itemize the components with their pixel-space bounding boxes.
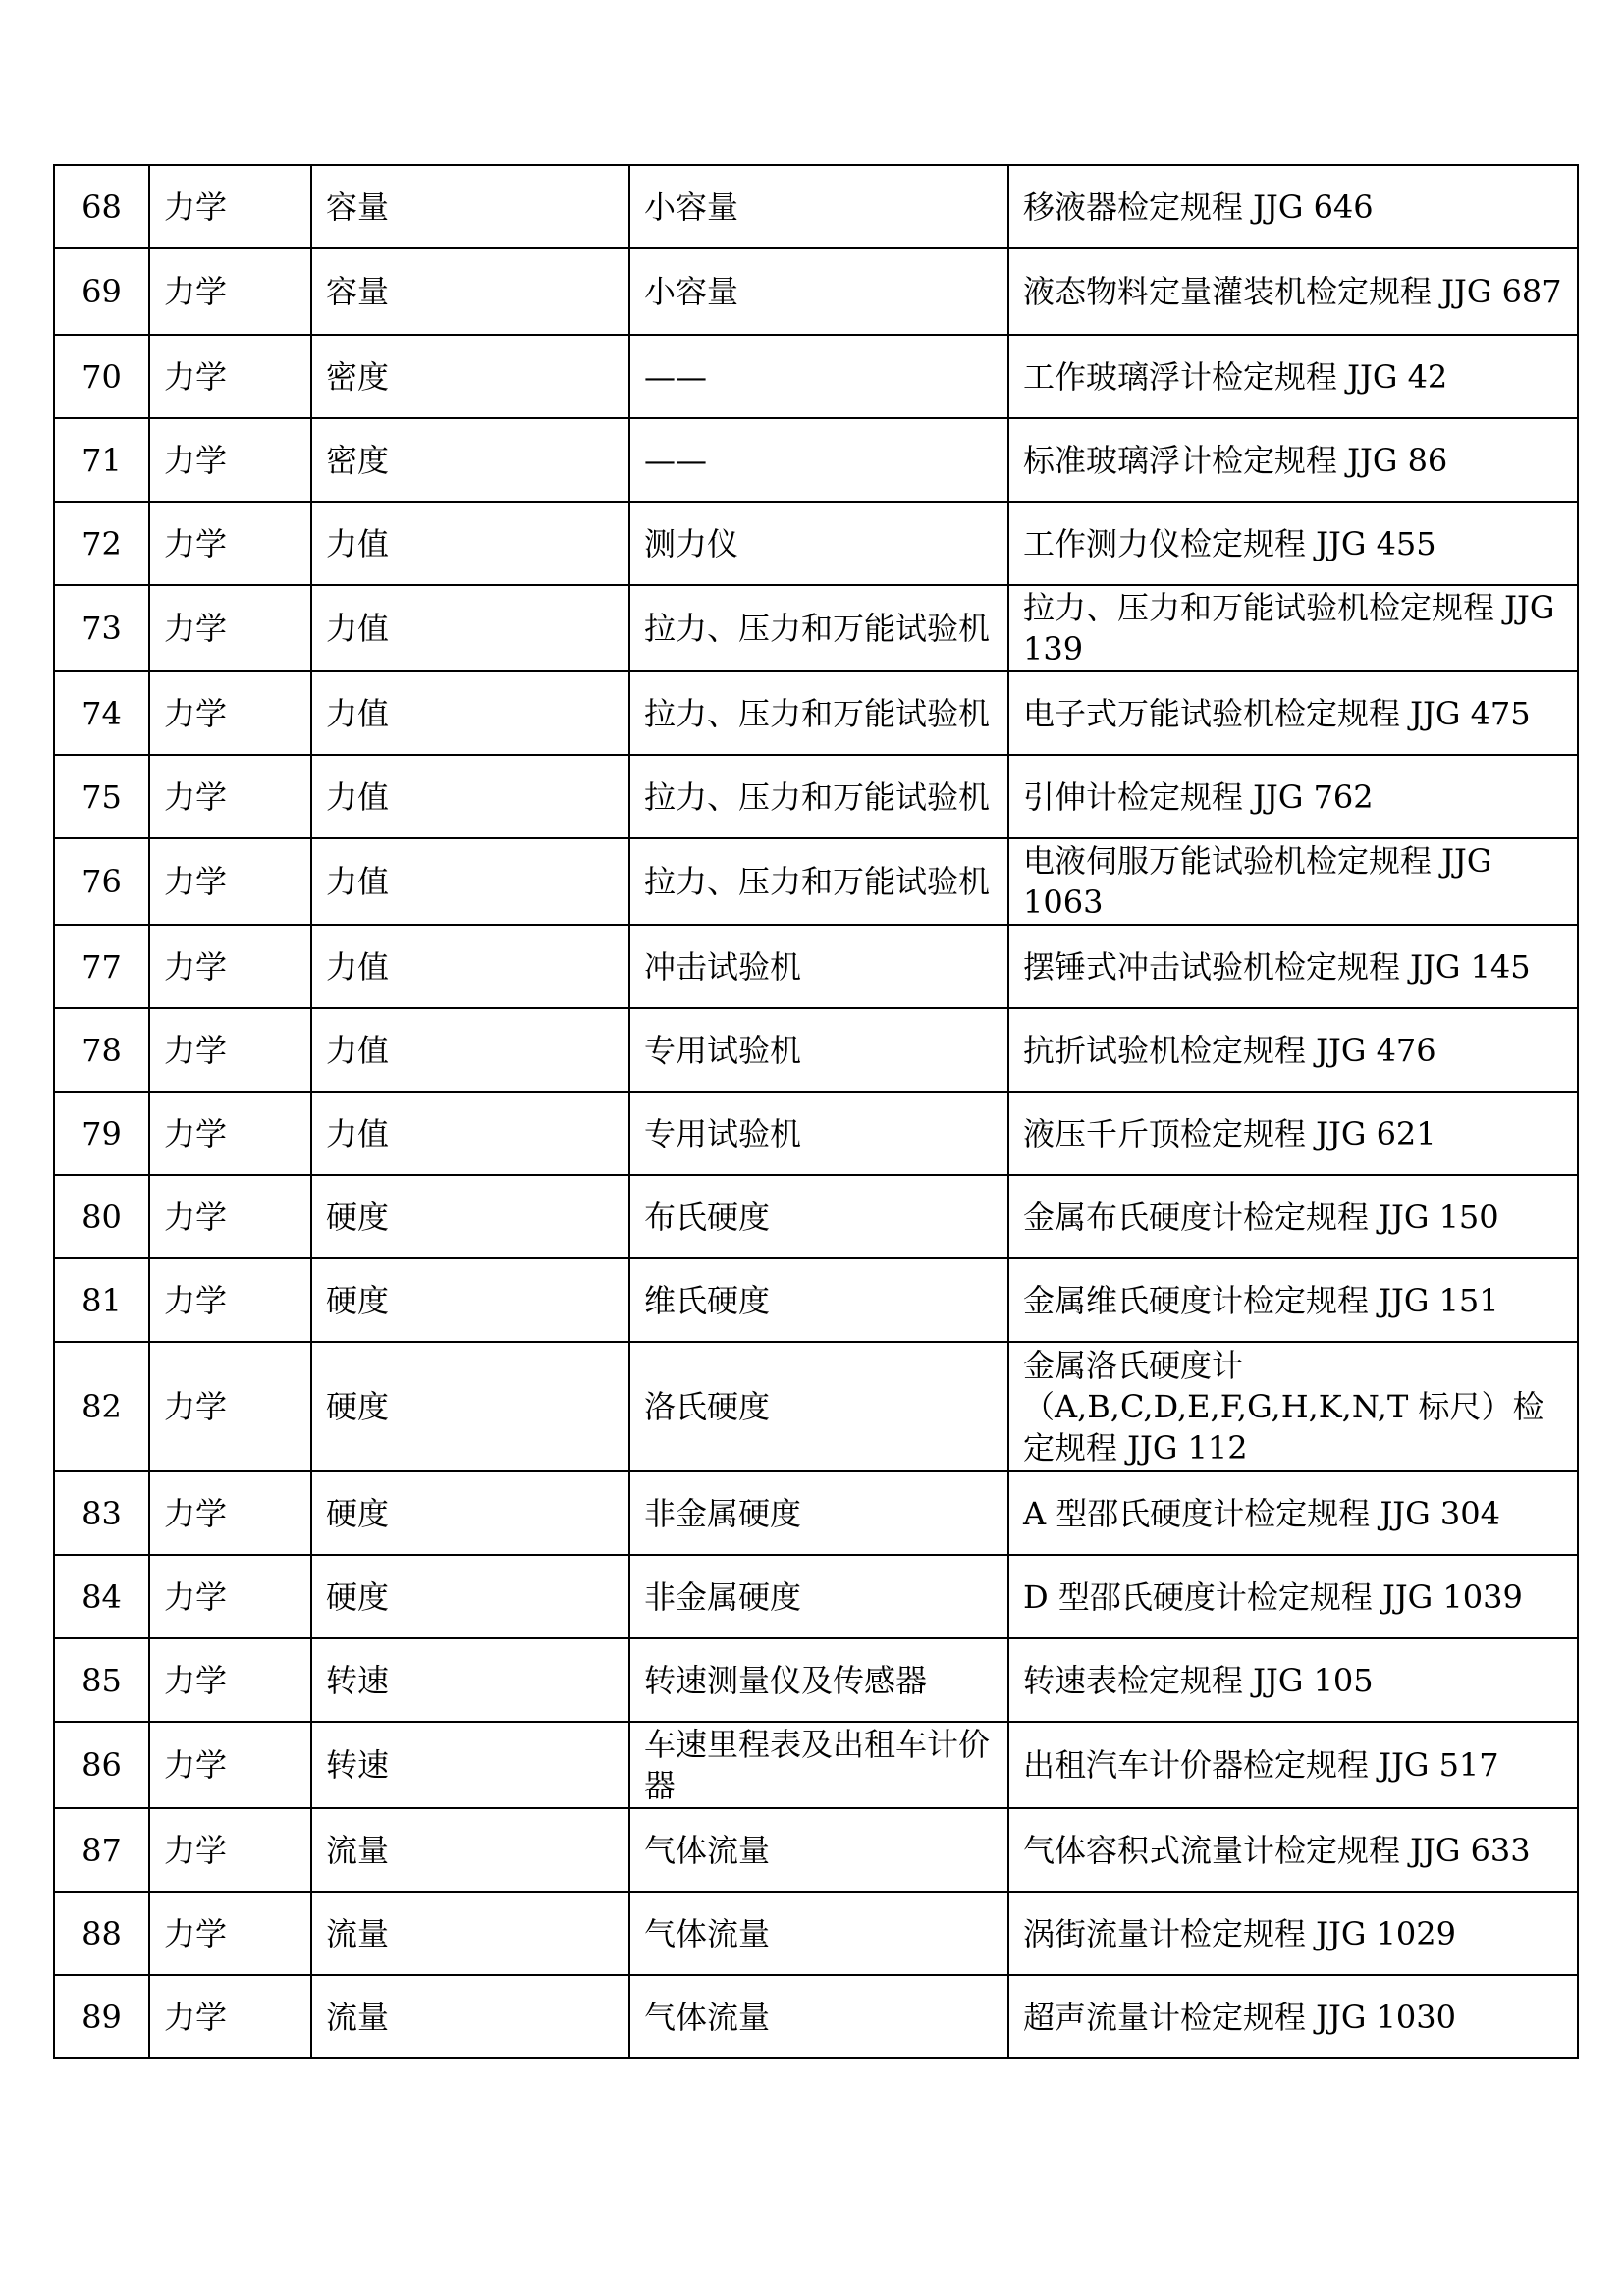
field-cell: 力学 [149,1638,311,1722]
table-row [54,1722,1578,1808]
row-number: 74 [54,671,149,755]
standard-cell: 电子式万能试验机检定规程 JJG 475 [1008,671,1578,755]
row-number: 71 [54,418,149,502]
standard-cell: 金属洛氏硬度计（A,B,C,D,E,F,G,H,K,N,T 标尺）检定规程 JJG 112 [1008,1342,1578,1471]
standard-cell: 金属维氏硬度计检定规程 JJG 151 [1008,1258,1578,1342]
category-cell: 转速 [311,1722,629,1808]
field-cell: 力学 [149,1722,311,1808]
category-cell: 力值 [311,838,629,925]
table-row [54,671,1578,755]
standard-cell: 气体容积式流量计检定规程 JJG 633 [1008,1808,1578,1892]
table-row [54,1975,1578,2058]
field-cell: 力学 [149,1892,311,1975]
standard-cell: 超声流量计检定规程 JJG 1030 [1008,1975,1578,2058]
standard-cell: 工作玻璃浮计检定规程 JJG 42 [1008,335,1578,418]
table-row [54,1471,1578,1555]
table-row [54,1258,1578,1342]
standards-table-body [54,165,1578,2058]
field-cell: 力学 [149,925,311,1008]
field-cell: 力学 [149,671,311,755]
table-row [54,1808,1578,1892]
standard-cell: 抗折试验机检定规程 JJG 476 [1008,1008,1578,1092]
field-cell: 力学 [149,502,311,585]
standards-table [53,164,1579,2059]
category-cell: 流量 [311,1975,629,2058]
subcategory-cell: 洛氏硬度 [629,1342,1008,1471]
subcategory-cell: 气体流量 [629,1808,1008,1892]
table-row [54,1892,1578,1975]
row-number: 70 [54,335,149,418]
category-cell: 流量 [311,1808,629,1892]
row-number: 80 [54,1175,149,1258]
row-number: 83 [54,1471,149,1555]
category-cell: 力值 [311,1008,629,1092]
row-number: 78 [54,1008,149,1092]
subcategory-cell: 小容量 [629,165,1008,248]
category-cell: 硬度 [311,1175,629,1258]
row-number: 75 [54,755,149,838]
field-cell: 力学 [149,165,311,248]
table-row [54,585,1578,671]
table-row [54,1638,1578,1722]
subcategory-cell: 专用试验机 [629,1008,1008,1092]
standard-cell: 转速表检定规程 JJG 105 [1008,1638,1578,1722]
row-number: 82 [54,1342,149,1471]
subcategory-cell: 拉力、压力和万能试验机 [629,838,1008,925]
standard-cell: 出租汽车计价器检定规程 JJG 517 [1008,1722,1578,1808]
row-number: 88 [54,1892,149,1975]
row-number: 77 [54,925,149,1008]
subcategory-cell: 转速测量仪及传感器 [629,1638,1008,1722]
table-row [54,1555,1578,1638]
table-row [54,502,1578,585]
row-number: 85 [54,1638,149,1722]
row-number: 84 [54,1555,149,1638]
category-cell: 力值 [311,755,629,838]
subcategory-cell: 测力仪 [629,502,1008,585]
field-cell: 力学 [149,335,311,418]
field-cell: 力学 [149,1258,311,1342]
standard-cell: 移液器检定规程 JJG 646 [1008,165,1578,248]
subcategory-cell: 维氏硬度 [629,1258,1008,1342]
category-cell: 密度 [311,335,629,418]
table-row [54,335,1578,418]
standard-cell: 摆锤式冲击试验机检定规程 JJG 145 [1008,925,1578,1008]
row-number: 79 [54,1092,149,1175]
category-cell: 力值 [311,925,629,1008]
table-row [54,418,1578,502]
table-row [54,248,1578,335]
category-cell: 容量 [311,165,629,248]
standard-cell: 拉力、压力和万能试验机检定规程 JJG 139 [1008,585,1578,671]
category-cell: 转速 [311,1638,629,1722]
category-cell: 硬度 [311,1471,629,1555]
field-cell: 力学 [149,1555,311,1638]
field-cell: 力学 [149,1975,311,2058]
field-cell: 力学 [149,585,311,671]
category-cell: 流量 [311,1892,629,1975]
category-cell: 力值 [311,1092,629,1175]
row-number: 89 [54,1975,149,2058]
row-number: 86 [54,1722,149,1808]
standard-cell: 涡街流量计检定规程 JJG 1029 [1008,1892,1578,1975]
table-row [54,925,1578,1008]
subcategory-cell: 小容量 [629,248,1008,335]
subcategory-cell: 专用试验机 [629,1092,1008,1175]
table-row [54,1342,1578,1471]
standard-cell: 引伸计检定规程 JJG 762 [1008,755,1578,838]
subcategory-cell: 气体流量 [629,1892,1008,1975]
field-cell: 力学 [149,248,311,335]
row-number: 68 [54,165,149,248]
table-row [54,838,1578,925]
row-number: 69 [54,248,149,335]
category-cell: 容量 [311,248,629,335]
field-cell: 力学 [149,755,311,838]
field-cell: 力学 [149,1008,311,1092]
standard-cell: A 型邵氏硬度计检定规程 JJG 304 [1008,1471,1578,1555]
field-cell: 力学 [149,1175,311,1258]
table-row [54,755,1578,838]
standard-cell: 液压千斤顶检定规程 JJG 621 [1008,1092,1578,1175]
subcategory-cell: 气体流量 [629,1975,1008,2058]
subcategory-cell: 布氏硬度 [629,1175,1008,1258]
standard-cell: 标准玻璃浮计检定规程 JJG 86 [1008,418,1578,502]
row-number: 76 [54,838,149,925]
category-cell: 密度 [311,418,629,502]
category-cell: 力值 [311,671,629,755]
standard-cell: 电液伺服万能试验机检定规程 JJG 1063 [1008,838,1578,925]
standard-cell: 金属布氏硬度计检定规程 JJG 150 [1008,1175,1578,1258]
subcategory-cell: 非金属硬度 [629,1555,1008,1638]
subcategory-cell: 拉力、压力和万能试验机 [629,755,1008,838]
table-row [54,165,1578,248]
category-cell: 硬度 [311,1258,629,1342]
subcategory-cell: 冲击试验机 [629,925,1008,1008]
subcategory-cell: —— [629,418,1008,502]
standard-cell: 液态物料定量灌装机检定规程 JJG 687 [1008,248,1578,335]
subcategory-cell: —— [629,335,1008,418]
standard-cell: D 型邵氏硬度计检定规程 JJG 1039 [1008,1555,1578,1638]
field-cell: 力学 [149,1808,311,1892]
field-cell: 力学 [149,1471,311,1555]
field-cell: 力学 [149,1092,311,1175]
row-number: 72 [54,502,149,585]
subcategory-cell: 拉力、压力和万能试验机 [629,671,1008,755]
category-cell: 硬度 [311,1555,629,1638]
category-cell: 硬度 [311,1342,629,1471]
category-cell: 力值 [311,585,629,671]
table-row [54,1175,1578,1258]
row-number: 73 [54,585,149,671]
subcategory-cell: 非金属硬度 [629,1471,1008,1555]
row-number: 81 [54,1258,149,1342]
subcategory-cell: 拉力、压力和万能试验机 [629,585,1008,671]
field-cell: 力学 [149,418,311,502]
table-row [54,1092,1578,1175]
category-cell: 力值 [311,502,629,585]
row-number: 87 [54,1808,149,1892]
subcategory-cell: 车速里程表及出租车计价器 [629,1722,1008,1808]
standard-cell: 工作测力仪检定规程 JJG 455 [1008,502,1578,585]
field-cell: 力学 [149,1342,311,1471]
table-row [54,1008,1578,1092]
field-cell: 力学 [149,838,311,925]
